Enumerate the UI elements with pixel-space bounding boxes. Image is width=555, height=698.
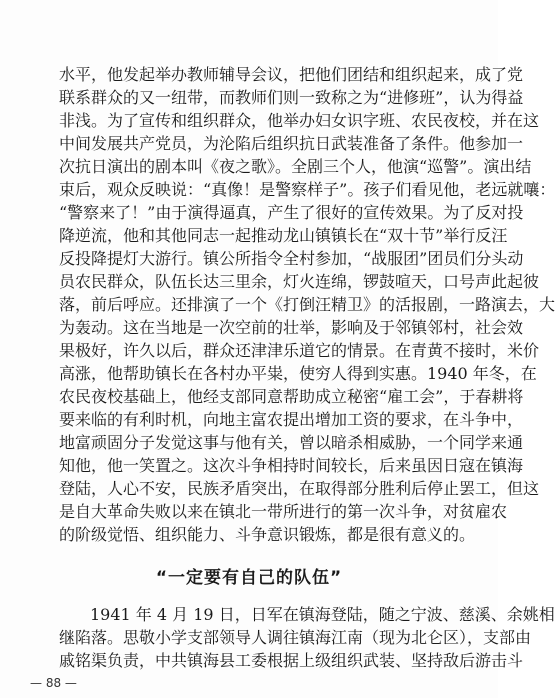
body-line: 次抗日演出的剧本叫《夜之歌》。全剧三个人，他演“巡警”。演出结 — [59, 157, 532, 176]
body-line: 束后，观众反映说：“真像！是警察样子”。孩子们看见他，老远就嚷： — [59, 180, 555, 199]
body-line: 降逆流，他和其他同志一起推动龙山镇镇长在“双十节”举行反汪 — [59, 226, 508, 245]
body-line: 落，前后呼应。还排演了一个《打倒汪精卫》的活报剧，一路演去，大 — [59, 295, 555, 314]
body-line: 是自大革命失败以来在镇北一带所进行的第一次斗争，对贫雇农 — [59, 502, 508, 521]
body-line: 果极好，许久以后，群众还津津乐道它的情景。在青黄不接时，米价 — [59, 341, 540, 360]
section-line: 继陷落。思敬小学支部领导人调往镇海江南（现为北仑区），支部由 — [59, 628, 532, 647]
section-line: 戚铭渠负责，中共镇海县工委根据上级组织武装、坚持敌后游击斗 — [59, 651, 524, 670]
body-line: 反投降提灯大游行。镇公所指令全村参加，“战服团”团员们分头动 — [59, 249, 524, 268]
section-heading: “一定要有自己的队伍” — [155, 568, 343, 588]
body-line: 要来临的有利时机，向地主富农提出增加工资的要求，在斗争中， — [59, 410, 524, 429]
body-line: 地富顽固分子发觉这事与他有关，曾以暗杀相威胁，一个同学来通 — [59, 433, 524, 452]
body-line: 知他，他一笑置之。这次斗争相持时间较长，后来虽因日寇在镇海 — [59, 456, 524, 475]
body-line: 为轰动。这在当地是一次空前的壮举，影响及于邻镇邻村，社会效 — [59, 318, 524, 337]
body-line: 登陆，人心不安，民族矛盾突出，在取得部分胜利后停止罢工，但这 — [59, 479, 540, 498]
body-line: 农民夜校基础上，他经支部同意帮助成立秘密“雇工会”，于春耕将 — [59, 387, 524, 406]
body-line: 高涨，他帮助镇长在各村办平粜，使穷人得到实惠。1940 年冬，在 — [59, 364, 537, 383]
body-line: 非浅。为了宣传和组织群众，他举办妇女识字班、农民夜校，并在这 — [59, 111, 540, 130]
body-line: 中间发展共产党员，为沦陷后组织抗日武装准备了条件。他参加一 — [59, 134, 524, 153]
page-number: — 88 — — [30, 676, 77, 690]
body-line: 水平，他发起举办教师辅导会议，把他们团结和组织起来，成了党 — [59, 65, 524, 84]
body-line: “警察来了！”由于演得逼真，产生了很好的宣传效果。为了反对投 — [59, 203, 524, 222]
body-line: 联系群众的又一纽带，而教师们则一致称之为“进修班”，认为得益 — [59, 88, 524, 107]
body-line: 员农民群众，队伍长达三里余，灯火连绵，锣鼓喧天，口号声此起彼 — [59, 272, 540, 291]
body-line: 的阶级觉悟、组织能力、斗争意识锻炼，都是很有意义的。 — [59, 525, 476, 544]
section-line: 1941 年 4 月 19 日，日军在镇海登陆，随之宁波、慈溪、余姚相 — [90, 605, 555, 624]
